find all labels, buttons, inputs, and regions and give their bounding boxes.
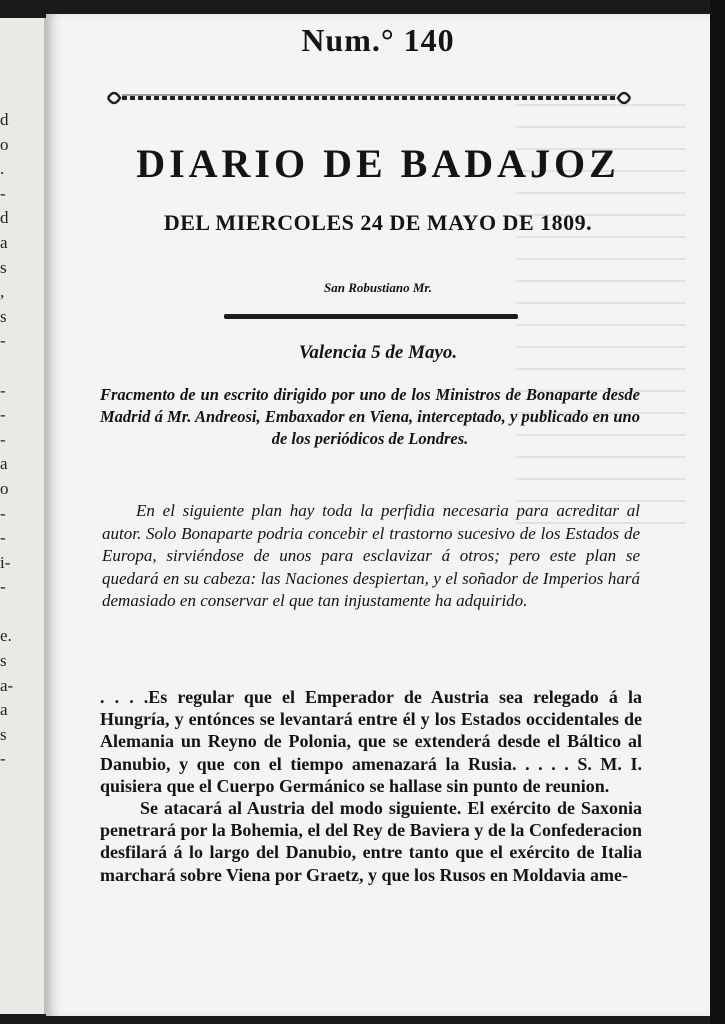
body-paragraph-2: Se atacará al Austria del modo siguiente. El exército de Saxonia penetrará por la Bohemia, el del Rey de Baviera y de la Confederacion desfilará á lo largo del Danubio, entre tanto que el exército de Italia marchará sobre Viena por Graetz, y que los Rusos en Moldavia ame- [100,798,642,885]
previous-page-edge [0,18,46,1014]
scan-border [710,0,725,1024]
article-dateline: Valencia 5 de Mayo. [298,342,458,363]
previous-page-text-fragments: d o . - d a s , s - - - - a o - - i- - e. s a- a s - [0,110,14,769]
article-intro [102,500,640,613]
masthead-title: DIARIO DE BADAJOZ [136,141,620,186]
newspaper-page [46,14,710,1016]
body-paragraph-1: . . . .Es regular que el Emperador de Austria sea relegado á la Hungría, y entónces se levantará entre él y los Estados occidentales de Alemania un Reyno de Polonia, que se extenderá desde el Báltico al Danubio, y que con el tiempo amenazará la Rusia. . . . . S. M. I. quisiera que el Cuerpo Germánico se hallase sin punto de reunion. [100,687,642,796]
article-body [100,686,642,886]
issue-number: Num.° 140 [301,22,455,58]
separator-rule [224,314,518,319]
saint-of-the-day: San Robustiano Mr. [323,280,433,295]
ornamental-rule-icon [104,86,634,110]
intro-paragraph: En el siguiente plan hay toda la perfidia necesaria para acreditar al autor. Solo Bonaparte podria concebir el trastorno sucesivo de los Estados de Europa, sirviéndose de unos para esclavizar á otros; pero este plan se quedará en su cabeza: las Naciones despiertan, y el soñador de Imperios hará demasiado en conservar el que tan injustamente ha adquirido. [102,501,640,610]
issue-date: DEL MIERCOLES 24 DE MAYO DE 1809. [163,210,593,235]
article-title: Fracmento de un escrito dirigido por uno de los Ministros de Bonaparte desde Madrid á Mr. Andreosi, Embaxador en Viena, interceptado, y publicado en uno de los periódicos de Londres. [100,385,640,448]
